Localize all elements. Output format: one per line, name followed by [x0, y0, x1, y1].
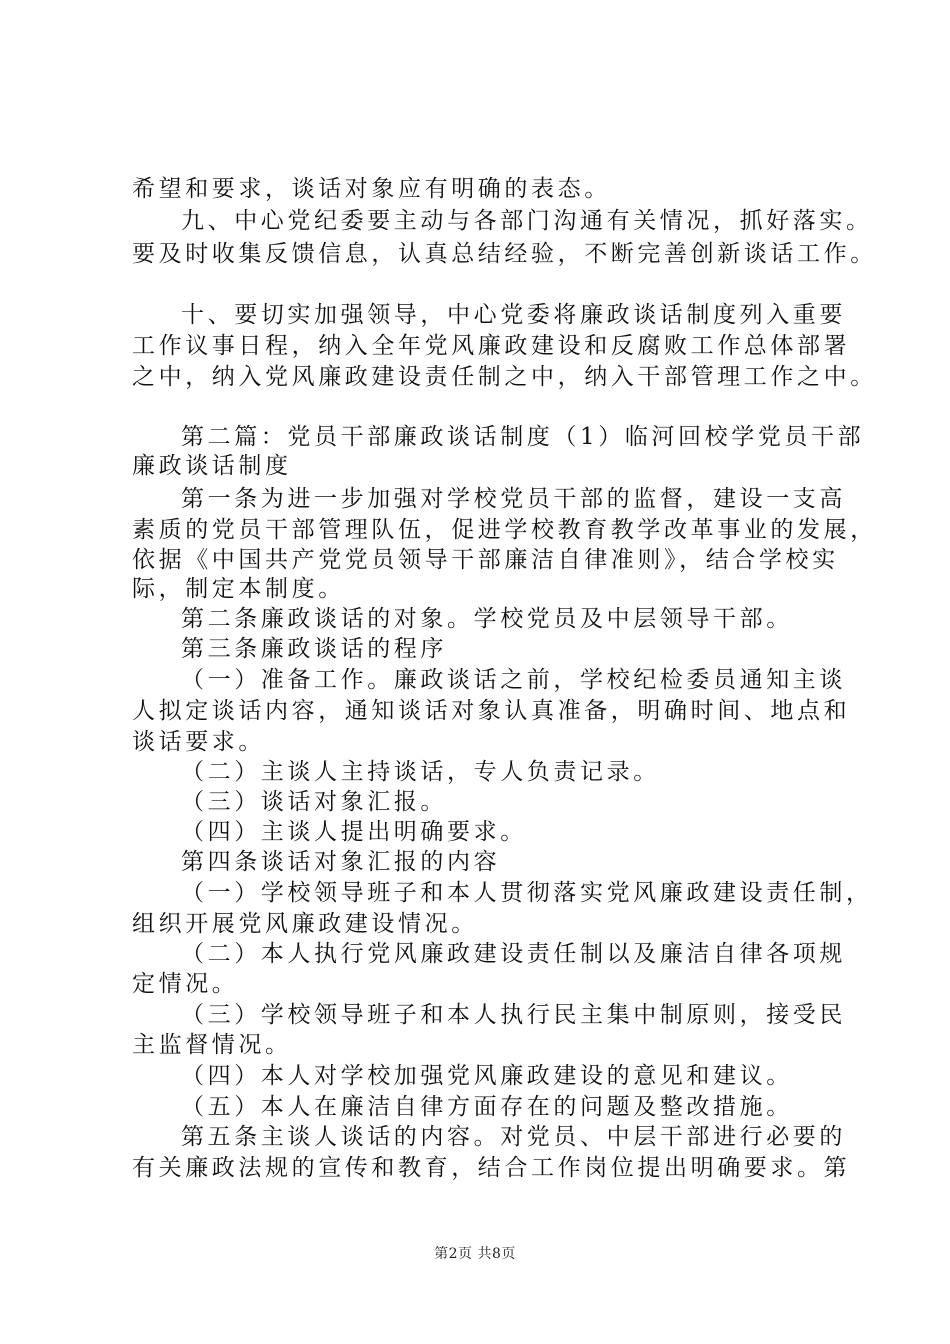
section-heading: 第二篇：党员干部廉政谈话制度（1）临河回校学党员干部 [181, 424, 865, 450]
text-line: （四）本人对学校加强党风廉政建设的意见和建议。 [181, 1063, 793, 1089]
text-line: 际，制定本制度。 [132, 576, 345, 602]
section-heading: 廉政谈话制度 [132, 453, 292, 479]
text-line: （一）准备工作。廉政谈话之前，学校纪检委员通知主谈 [181, 667, 846, 693]
text-line: 第二条廉政谈话的对象。学校党员及中层领导干部。 [181, 606, 793, 632]
text-line: 主监督情况。 [132, 1032, 292, 1058]
text-line: 十、要切实加强领导，中心党委将廉政谈话制度列入重要 [181, 302, 846, 328]
text-line: 九、中心党纪委要主动与各部门沟通有关情况，抓好落实。 [181, 208, 873, 234]
text-line: （三）谈话对象汇报。 [181, 789, 447, 815]
text-line: 人拟定谈话内容，通知谈话对象认真准备，明确时间、地点和 [132, 698, 851, 724]
text-line: （二）主谈人主持谈话，专人负责记录。 [181, 759, 660, 785]
text-line: （三）学校领导班子和本人执行民主集中制原则，接受民 [181, 1002, 846, 1028]
text-line: 定情况。 [132, 971, 239, 997]
text-line: （四）主谈人提出明确要求。 [181, 819, 527, 845]
text-line: 谈话要求。 [132, 729, 265, 755]
text-line: 第三条廉政谈话的程序 [181, 636, 447, 662]
text-line: 要及时收集反馈信息，认真总结经验，不断完善创新谈话工作。 [132, 241, 877, 267]
text-line: （五）本人在廉洁自律方面存在的问题及整改措施。 [181, 1094, 793, 1120]
text-line: 第一条为进一步加强对学校党员干部的监督，建设一支高 [181, 486, 846, 512]
text-line: 第四条谈话对象汇报的内容 [181, 849, 501, 875]
text-line: （二）本人执行党风廉政建设责任制以及廉洁自律各项规 [181, 941, 846, 967]
text-line: 依据《中国共产党党员领导干部廉洁自律准则》，结合学校实 [132, 547, 839, 573]
text-line: 有关廉政法规的宣传和教育，结合工作岗位提出明确要求。第 [132, 1155, 851, 1181]
page-number-footer: 第2页 共8页 [434, 1246, 516, 1262]
text-line: 组织开展党风廉政建设情况。 [132, 911, 478, 937]
text-line: （一）学校领导班子和本人贯彻落实党风廉政建设责任制， [181, 880, 873, 906]
text-line: 素质的党员干部管理队伍，促进学校教育教学改革事业的发展， [132, 517, 877, 543]
text-line: 第五条主谈人谈话的内容。对党员、中层干部进行必要的 [181, 1124, 846, 1150]
text-line: 之中，纳入党风廉政建设责任制之中，纳入干部管理工作之中。 [132, 364, 877, 390]
text-line: 工作议事日程，纳入全年党风廉政建设和反腐败工作总体部署 [132, 333, 851, 359]
text-line: 希望和要求，谈话对象应有明确的表态。 [132, 176, 611, 202]
